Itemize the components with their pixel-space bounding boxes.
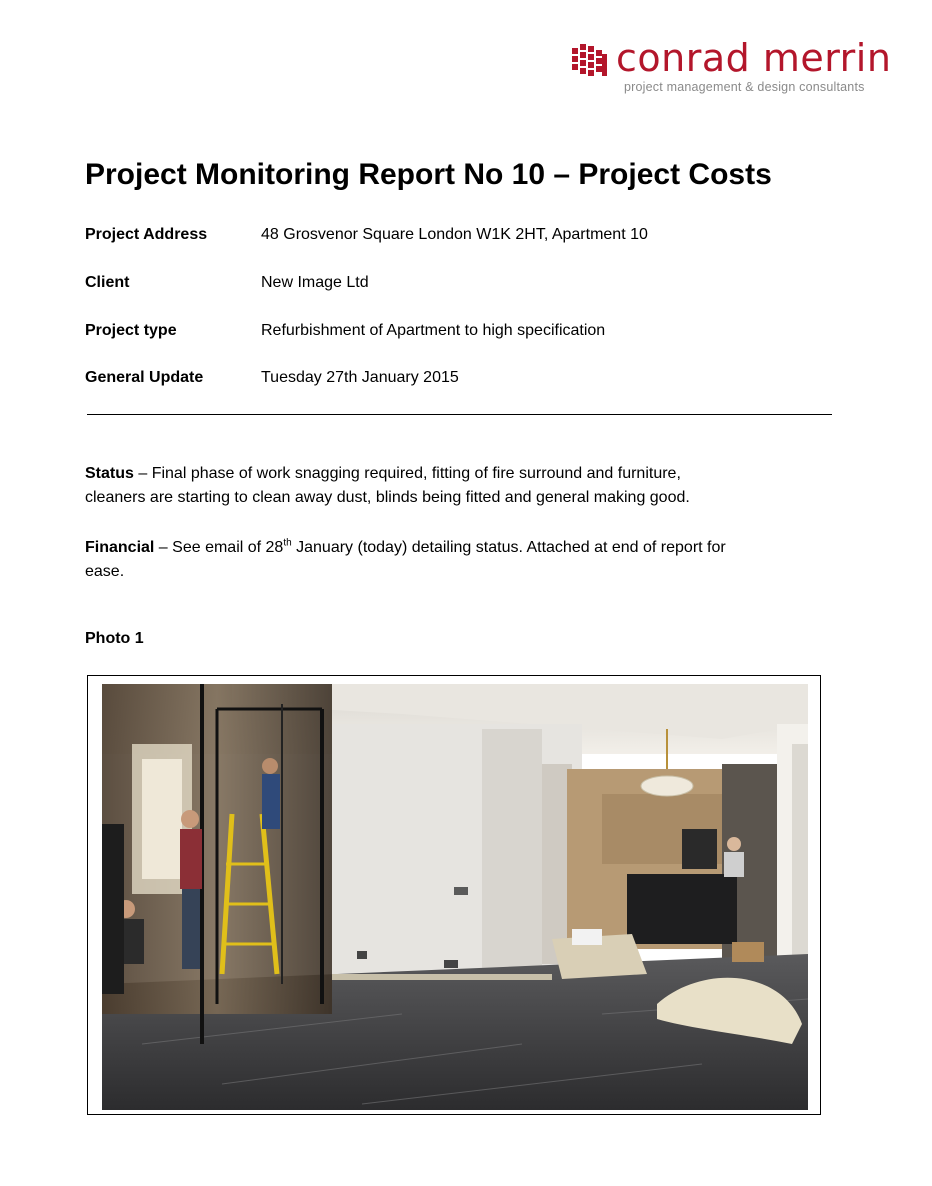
detail-label: Project type — [85, 322, 177, 339]
logo-company-name: conrad merrin — [616, 36, 892, 80]
report-title: Project Monitoring Report No 10 – Project Costs — [85, 158, 772, 191]
detail-label: General Update — [85, 369, 204, 386]
status-text-line1: – Final phase of work snagging required, fitting of fire surround and furniture, — [133, 465, 681, 482]
financial-text-line2: ease. — [85, 563, 125, 580]
section-divider — [87, 414, 832, 415]
status-text-line2: cleaners are starting to clean away dust, blinds being fitted and general making good. — [85, 489, 690, 506]
detail-value: New Image Ltd — [261, 274, 369, 291]
financial-superscript: th — [283, 537, 292, 549]
detail-value: Tuesday 27th January 2015 — [261, 369, 459, 386]
logo-grid-icon — [572, 42, 608, 80]
financial-label: Financial — [85, 539, 155, 556]
detail-value: Refurbishment of Apartment to high specification — [261, 322, 606, 339]
site-photo — [102, 684, 808, 1110]
photo-frame — [87, 675, 821, 1115]
detail-value: 48 Grosvenor Square London W1K 2HT, Apartment 10 — [261, 226, 648, 243]
financial-text-after: January (today) detailing status. Attached at end of report for — [291, 539, 726, 556]
company-logo — [572, 38, 892, 98]
financial-paragraph — [85, 536, 825, 584]
status-paragraph — [85, 462, 825, 510]
logo-tagline: project management & design consultants — [624, 80, 865, 94]
detail-label: Project Address — [85, 226, 208, 243]
status-label: Status — [85, 465, 134, 482]
financial-text-before: – See email of 28 — [154, 539, 284, 556]
detail-label: Client — [85, 274, 130, 291]
photo-label: Photo 1 — [85, 630, 144, 647]
